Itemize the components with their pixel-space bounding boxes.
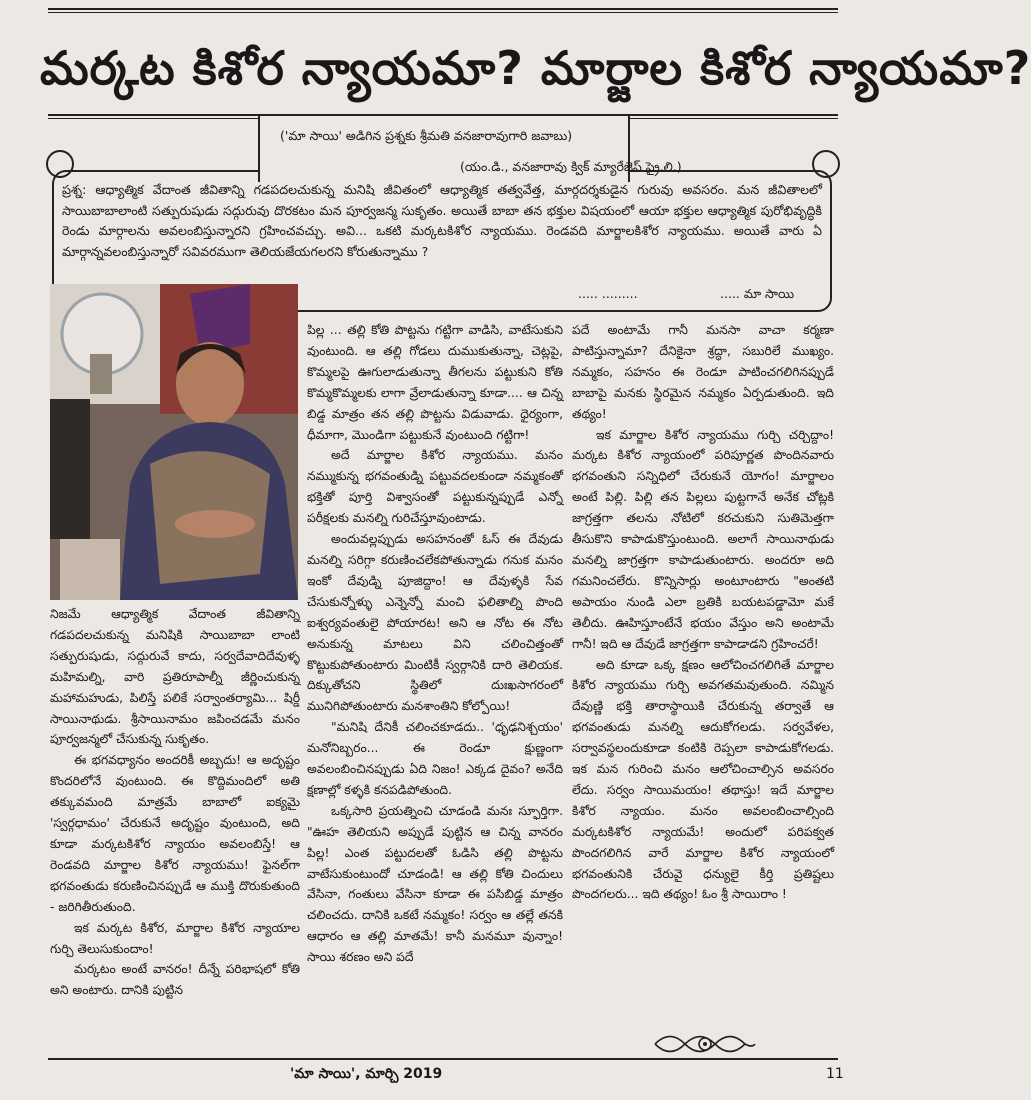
paragraph: ఈ భగవధ్యానం అందరికీ అబ్బదు! ఆ అదృష్టం కొందరిలోనే వుంటుంది. ఈ కొద్దిమందిలో అతి తక్కువమంది మాత్రమే బాబాలో ఐక్యమై 'స్వర్గధామం' చేరుకునే అదృష్టం వుంటుంది, అది కూడా మర్కటకిశోర న్యాయం అవలంబిస్తే! ఆ రెండవది మార్జాల కిశోర న్యాయము! ఫైనల్‌గా భగవంతుడు కరుణించినప్పుడే ఆ ముక్తి దొరుకుతుంది - జరిగితీరుతుంది. bbox=[50, 753, 300, 914]
paragraph: పదే అంటామే గానీ మనసా వాచా కర్మణా పాటిస్తున్నామా? దేనికైనా శ్రద్ధా, సబురిలే ముఖ్యం. నమ్మకం, సహనం ఈ రెండూ పాటించగలిగినప్పుడే బాబాపై మనకు స్థిరమైన నమ్మకం ఏర్పడుతుంది. ఇది తథ్యం! bbox=[572, 323, 834, 421]
paragraph: ఇక మర్కట కిశోర, మార్జాల కిశోర న్యాయాల గుర్చి తెలుసుకుందాం! bbox=[50, 920, 300, 956]
question-signoff: ..... మా సాయి bbox=[720, 286, 795, 301]
author-photo bbox=[50, 284, 298, 600]
question-dots: ..... ......... bbox=[578, 286, 638, 301]
top-rule bbox=[48, 8, 838, 10]
article-title: మర్కట కిశోర న్యాయమా? మార్జాల కిశోర న్యాయమా? bbox=[40, 41, 1031, 95]
article-column-2 bbox=[307, 320, 563, 1050]
paragraph: అందువల్లప్పుడు అసహనంతో ఓస్ ఈ దేవుడు మనల్ని సరిగ్గా కరుణించలేకపోతున్నాడు గనుక మనం ఇంకో దేవుడ్ని పూజిద్దాం! ఆ దేవుళ్ళకి సేవ చేసుకున్నోళ్ళు ఎన్నెన్నో మంచి ఫలితాల్ని పొంది ఐశ్వర్యవంతులై పోయారట! అని ఆ నోట ఈ నోట అనుకున్న మాటలు విని చలించిత్తంతో కొట్టుకుపోతుంటారు మింటికీ స్వర్గానికి దారి తెలియక. దిక్కుతోచని స్థితిలో దుఃఖసాగరంలో మునిగిపోతుంటారు మనశాంతిని కోల్పోయి! bbox=[307, 532, 563, 714]
paragraph bbox=[50, 604, 300, 750]
paragraph: అది కూడా ఒక్క క్షణం ఆలోచించగలిగితే మార్జాల కిశోర న్యాయము గుర్చి అవగతమవుతుంది. నమ్మిన దేవుణ్ణి భక్తి తారాస్థాయికి చేరుకున్న తర్వాతే ఆ భగవంతుడు మనల్ని ఆదుకోగలడు. సర్వవేళల, సర్వావస్థలందుకూడా కంటికి రెప్పలా కాపాడుకోగలడు. ఇక మన గురించి మనం ఆలోచించాల్సిన అవసరం లేదు. సర్వం సాయిమయం! తథాస్తు! ఇదే మార్జాల కిశోర న్యాయం. మనం అవలంబించాల్సింది మర్కటకిశోర న్యాయమే! అందులో పరిపక్వత పొందగలిగిన వారే మార్జాల కిశోర న్యాయంలో భగవంతునికి చేరువై ధన్యులై కీర్తి ప్రతిష్టలు పొందగలరు... ఇది తథ్యం! ఓం శ్రీ సాయిరాం ! bbox=[572, 657, 834, 902]
article-column-1 bbox=[50, 604, 300, 1052]
magazine-footer: 'మా సాయి', మార్చి 2019 bbox=[290, 1066, 443, 1082]
end-ornament-icon bbox=[650, 1024, 760, 1064]
corner-ornament-left bbox=[46, 150, 74, 178]
top-rule-inner bbox=[48, 12, 838, 13]
page-number: 11 bbox=[826, 1066, 844, 1082]
answerer-credentials: (యం.డి., వనజారావు క్విక్ మ్యారేజెస్ ప్రై.లి.) bbox=[460, 159, 682, 174]
paragraph: ఇక మార్జాల కిశోర న్యాయము గుర్చి చర్చిద్దాం! మర్కట కిశోర న్యాయంలో పరిపూర్ణత పొందినవారు భగవంతుని సన్నిధిలో చేరుకునే యోగం! మార్జాలం అంటే పిల్లి. పిల్లి తన పిల్లలు పుట్టగానే అనేక చోట్లకి జాగ్రత్తగా తలను నోటిలో కరచుకుని సుతిమెత్తగా తీసుకొని కాపాడుకొస్తుంటుంది. అలాగే సాయినాథుడు మనల్ని జాగ్రత్తగా కాపాడుతుంటారు. అందరూ అది గమనించలేరు. కొన్నిసార్లు అంటూంటారు "అంతటి అపాయం నుండి ఎలా బ్రతికి బయటపడ్డామో మకే తెలీదు. ఊహిస్తూంటేనే భయం వేస్తుం అని అంటామే గానీ! ఇది ఆ దేవుడే జాగ్రత్తగా కాపాడాడని గ్రహించరే! bbox=[572, 427, 834, 651]
article-column-3 bbox=[572, 320, 834, 1020]
answer-attribution: ('మా సాయి' అడిగిన ప్రశ్నకు శ్రీమతి వనజారావుగారి జవాబు) bbox=[280, 128, 573, 143]
paragraph-text: నిజమే ఆధ్యాత్మిక వేదాంత జీవితాన్ని గడపదలచుకున్న మనిషికి సాయిబాబా లాంటి సత్పురుషుడు, సద్గురువే కాదు, సర్వదేవాదిదేవుళ్ళ మహిమల్ని, వారి ప్రతిరూపాల్నీ జీర్ణించుకున్న మహామహుడు, పిలిస్తే పలికే సర్వాంతర్యామి... షిర్డీ సాయినాథుడు. శ్రీసాయినామం జపించడమే మనం పూర్వజన్మలో చేసుకున్న సుకృతం. bbox=[50, 607, 300, 747]
paragraph: పిల్ల ... తల్లి కోతి పొట్టను గట్టిగా వాడిసి, వాటేసుకుని వుంటుంది. ఆ తల్లి గోడలు దుముకుతున్నా, చెట్లపై, కొమ్మలపై ఊగులాడుతున్నా తీగలను పట్టుకుని కోతి కొమ్మకొమ్మలకు లాగా వ్రేలాడుతున్నా కూడా.... ఆ చిన్న బిడ్డ మాత్రం తన తల్లి పొట్టను విడువాడు. ధైర్యంగా, ధీమాగా, మొండిగా పట్టుకునే వుంటుంది గట్టిగా! bbox=[307, 323, 563, 442]
paragraph: మర్కటం అంటే వానరం! దీన్నే పరిభాషలో కోతి అని అంటారు. దానికి పుట్టిన bbox=[50, 962, 300, 998]
paragraph: ఒక్కసారి ప్రయత్నించి చూడండి మనః స్ఫూర్తిగా. "ఊహ తెలియని అప్పుడే పుట్టిన ఆ చిన్న వానరం పిల్ల! ఎంత పట్టుదలతో ఓడిసి తల్లి పొట్టను వాటేసుకుంటుందో చూడండి! ఆ తల్లి కోతి చిందులు వేసినా, గంతులు వేసినా కూడా ఈ పసిబిడ్డ మాత్రం చలించదు. దానికి ఒకటే నమ్మకం! సర్వం ఆ తల్లే తనకి ఆధారం ఆ తల్లి మాతమే! కానీ మనమూ వున్నాం! సాయి శరణం అని పదే bbox=[307, 803, 563, 965]
paragraph: అదే మార్జాల కిశోర న్యాయము. మనం నమ్ముకున్న భగవంతుడ్ని పట్టువదలకుండా నమ్మకంతో భక్తితో పూర్తి విశ్వాసంతో పట్టుకున్నప్పుడే ఎన్నో పరీక్షలకు మనల్ని గురిచేస్తూవుంటాడు. bbox=[307, 448, 563, 526]
paragraph: "మనిషి దేనికీ చలించకూడదు.. 'ధృఢనిశ్చయం' మనోనిబ్బరం... ఈ రెండూ క్షుణ్ణంగా అవలంబించినప్పుడు ఏది నిజం! ఎక్కడ దైవం? అనేది క్షణాల్లో కళ్ళకి కనపడిపోతుంది. bbox=[307, 720, 563, 797]
question-text: ప్రశ్న: ఆధ్యాత్మిక వేదాంత జీవితాన్ని గడపదలచుకున్న మనిషి జీవితంలో ఆధ్యాత్మిక తత్వవేత్త, మార్గదర్శకుడైన గురువు అవసరం. మన జీవితాలలో సాయిబాబాలాంటి సత్పురుషుడు సద్గురువు దొరకటం మన పూర్వజన్మ సుకృతం. అయితే బాబా తన భక్తుల విషయంలో ఆయా భక్తుల ఆధ్యాత్మిక పురోభివృద్ధికి రెండు మార్గాలను అవలంబిస్తున్నారని గ్రహించవచ్చు. అవి... ఒకటి మర్కటకిశోర న్యాయము. రెండవది మార్జాలకిశోర న్యాయము. అయితే వారు ఏ మార్గాన్నవలంబిస్తున్నారో సవివరముగా తెలియజేయగలరని కోరుతున్నాము ? bbox=[62, 182, 822, 259]
